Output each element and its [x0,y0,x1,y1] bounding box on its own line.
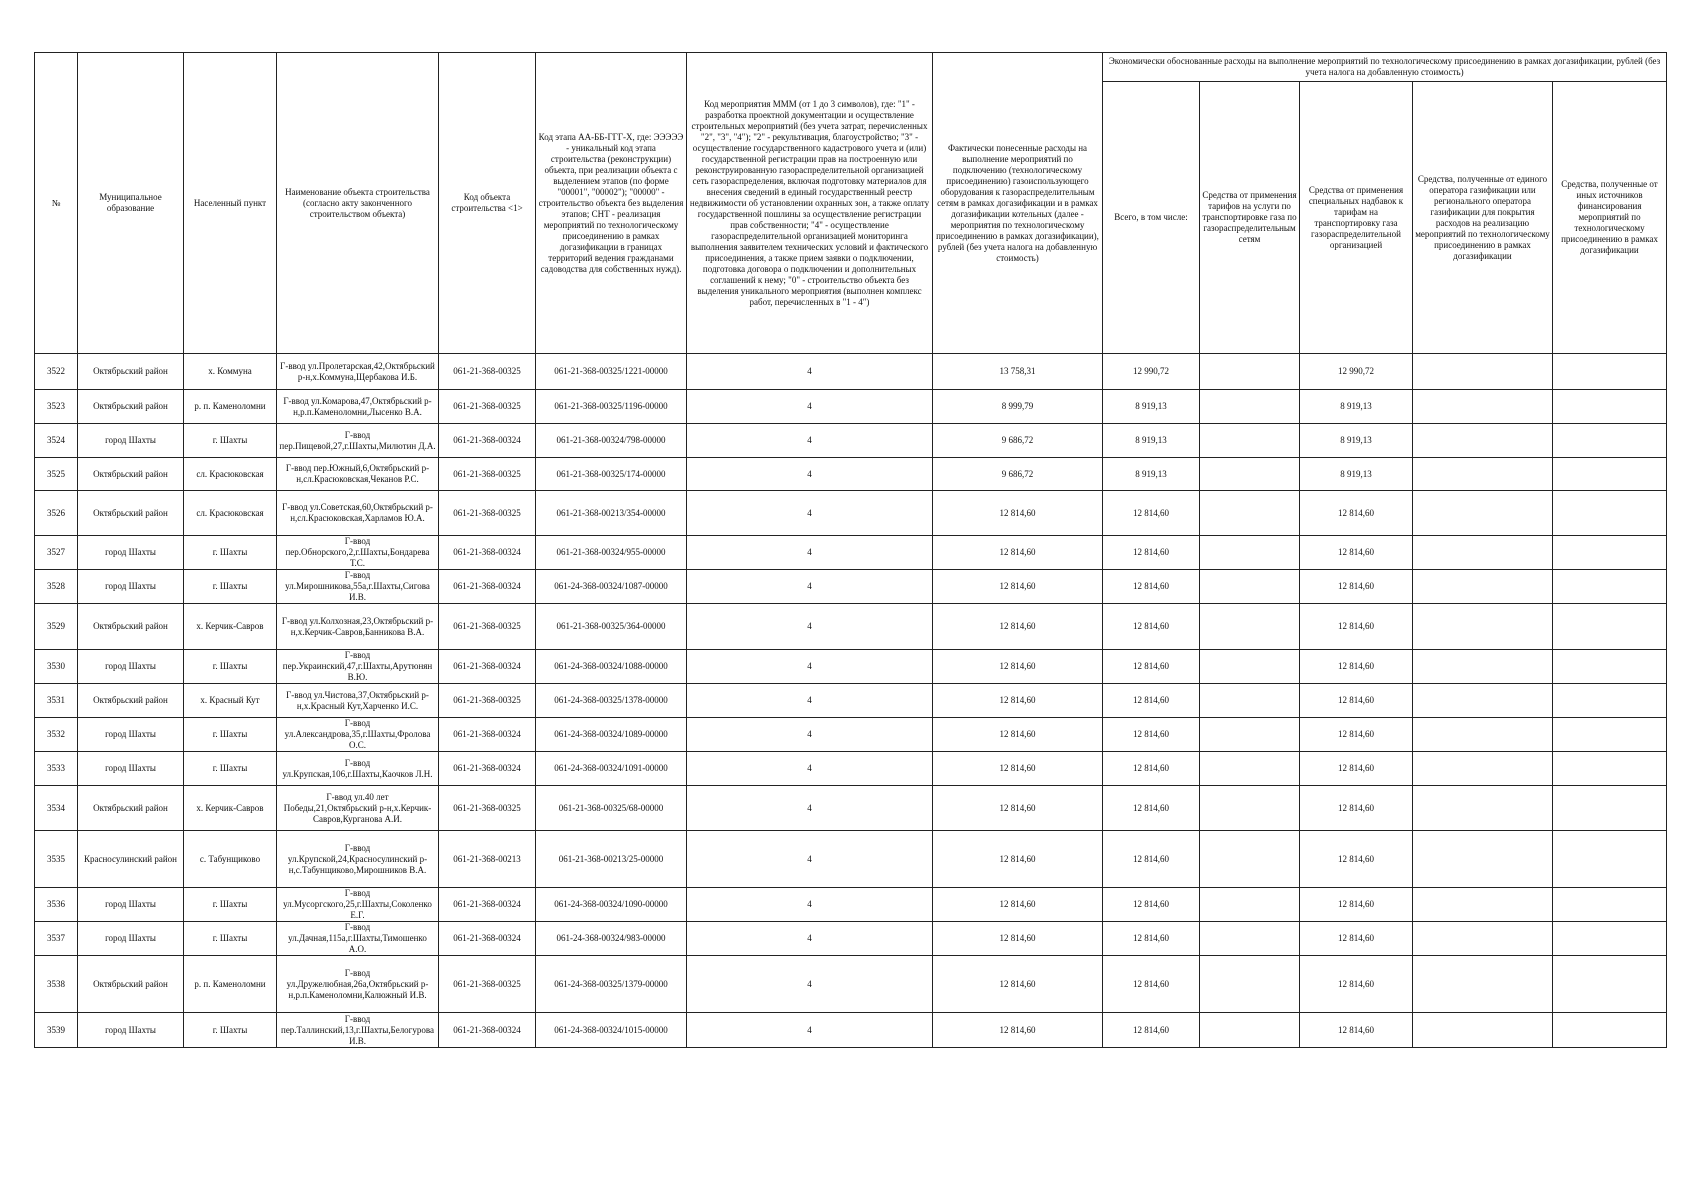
cell-operator [1413,650,1553,684]
cell-no: 3527 [35,536,78,570]
cell-tariff [1200,354,1300,390]
cell-other [1553,570,1667,604]
cell-settlement: р. п. Каменоломни [184,390,277,424]
cell-tariff [1200,1013,1300,1048]
cell-total: 12 814,60 [1103,570,1200,604]
cell-stage-code: 061-24-368-00324/1090-00000 [536,888,687,922]
cost-table [34,52,1667,1048]
cell-object-name: Г-ввод пер.Южный,6,Октябрьский р-н,сл.Красюковская,Чеканов Р.С. [277,458,439,491]
cell-other [1553,424,1667,458]
cell-stage-code: 061-21-368-00325/1221-00000 [536,354,687,390]
cell-municipality: город Шахты [78,888,184,922]
cell-stage-code: 061-24-368-00324/1088-00000 [536,650,687,684]
cell-stage-code: 061-24-368-00325/1379-00000 [536,956,687,1013]
cell-object-code: 061-21-368-00324 [439,1013,536,1048]
table-row [35,570,1667,604]
cell-no: 3529 [35,604,78,650]
cell-object-code: 061-21-368-00325 [439,458,536,491]
header-other: Средства, полученные от иных источников финансирования мероприятий по технологическому присоединению в рамках догазификации [1553,82,1667,354]
cell-actual-costs: 12 814,60 [933,888,1103,922]
cell-total: 12 814,60 [1103,888,1200,922]
cell-actual-costs: 12 814,60 [933,718,1103,752]
cell-no: 3537 [35,922,78,956]
cell-special: 12 814,60 [1300,1013,1413,1048]
cell-settlement: г. Шахты [184,536,277,570]
table-row [35,1013,1667,1048]
cell-total: 8 919,13 [1103,424,1200,458]
cell-tariff [1200,570,1300,604]
cell-operator [1413,922,1553,956]
table-row [35,831,1667,888]
header-special: Средства от применения специальных надбавок к тарифам на транспортировку газа газораспределительной организацией [1300,82,1413,354]
cell-stage-code: 061-21-368-00325/68-00000 [536,786,687,831]
cell-municipality: Октябрьский район [78,491,184,536]
cell-total: 12 814,60 [1103,922,1200,956]
cell-object-name: Г-ввод ул.Колхозная,23,Октябрьский р-н,х.Керчик-Савров,Банникова В.А. [277,604,439,650]
cell-actual-costs: 9 686,72 [933,424,1103,458]
cell-stage-code: 061-21-368-00324/798-00000 [536,424,687,458]
cell-operator [1413,684,1553,718]
cell-tariff [1200,831,1300,888]
cell-object-name: Г-ввод ул.Чистова,37,Октябрьский р-н,х.Красный Кут,Харченко И.С. [277,684,439,718]
cell-object-name: Г-ввод ул.Пролетарская,42,Октябрьский р-н,х.Коммуна,Щербакова И.Б. [277,354,439,390]
cell-municipality: город Шахты [78,536,184,570]
cell-object-name: Г-ввод ул.Мирошникова,55а,г.Шахты,Сигова И.В. [277,570,439,604]
cell-tariff [1200,888,1300,922]
cell-settlement: х. Коммуна [184,354,277,390]
cell-object-code: 061-21-368-00324 [439,536,536,570]
cell-no: 3526 [35,491,78,536]
cell-object-name: Г-ввод ул.Дружелюбная,26а,Октябрьский р-н,р.п.Каменоломни,Калюжный И.В. [277,956,439,1013]
cell-actual-costs: 12 814,60 [933,684,1103,718]
cell-total: 8 919,13 [1103,458,1200,491]
cell-stage-code: 061-21-368-00325/1196-00000 [536,390,687,424]
header-tariff: Средства от применения тарифов на услуги по транспортировке газа по газораспределительным сетям [1200,82,1300,354]
cell-actual-costs: 12 814,60 [933,604,1103,650]
cell-tariff [1200,922,1300,956]
table-row [35,424,1667,458]
cell-other [1553,604,1667,650]
table-row [35,491,1667,536]
cell-settlement: сл. Красюковская [184,491,277,536]
header-no: № [35,53,78,354]
cell-tariff [1200,390,1300,424]
cell-measure-code: 4 [687,650,933,684]
cell-special: 8 919,13 [1300,424,1413,458]
header-object-code: Код объекта строительства <1> [439,53,536,354]
cell-actual-costs: 13 758,31 [933,354,1103,390]
cell-object-code: 061-21-368-00213 [439,831,536,888]
cell-object-name: Г-ввод ул.Мусоргского,25,г.Шахты,Соколенко Е.Г. [277,888,439,922]
table-row [35,752,1667,786]
cell-settlement: г. Шахты [184,1013,277,1048]
cell-object-name: Г-ввод ул.Крупская,106,г.Шахты,Каочков Л.Н. [277,752,439,786]
table-row [35,956,1667,1013]
cell-object-name: Г-ввод пер.Обнорского,2,г.Шахты,Бондарева Т.С. [277,536,439,570]
cell-actual-costs: 12 814,60 [933,491,1103,536]
cell-no: 3531 [35,684,78,718]
cell-object-code: 061-21-368-00325 [439,491,536,536]
header-total: Всего, в том числе: [1103,82,1200,354]
cell-special: 12 814,60 [1300,922,1413,956]
cell-operator [1413,831,1553,888]
cell-actual-costs: 12 814,60 [933,831,1103,888]
cell-operator [1413,390,1553,424]
cell-measure-code: 4 [687,831,933,888]
cell-tariff [1200,752,1300,786]
cell-municipality: город Шахты [78,752,184,786]
cell-special: 12 814,60 [1300,536,1413,570]
cell-tariff [1200,536,1300,570]
cell-operator [1413,458,1553,491]
cell-stage-code: 061-21-368-00325/174-00000 [536,458,687,491]
cell-stage-code: 061-24-368-00324/1015-00000 [536,1013,687,1048]
cell-actual-costs: 12 814,60 [933,1013,1103,1048]
cell-settlement: г. Шахты [184,424,277,458]
cell-municipality: Октябрьский район [78,458,184,491]
cell-special: 12 814,60 [1300,888,1413,922]
table-row [35,604,1667,650]
cell-operator [1413,752,1553,786]
cell-object-code: 061-21-368-00324 [439,888,536,922]
cell-measure-code: 4 [687,604,933,650]
cell-actual-costs: 8 999,79 [933,390,1103,424]
table-header [35,53,1667,354]
cell-settlement: г. Шахты [184,718,277,752]
cell-other [1553,922,1667,956]
cell-tariff [1200,650,1300,684]
cell-measure-code: 4 [687,1013,933,1048]
cell-object-code: 061-21-368-00325 [439,956,536,1013]
header-object-name: Наименование объекта строительства (согласно акту законченного строительством объекта) [277,53,439,354]
cell-operator [1413,570,1553,604]
cell-stage-code: 061-24-368-00324/1087-00000 [536,570,687,604]
cell-total: 12 814,60 [1103,650,1200,684]
cell-tariff [1200,604,1300,650]
cell-object-code: 061-21-368-00325 [439,604,536,650]
header-stage-code: Код этапа АА-ББ-ГГГ-Х, где: ЭЭЭЭЭ - уникальный код этапа строительства (реконструкции) объекта, при реализации объекта с выделением этапов (по форме "00001", "00002"); "00000" - строительство объекта без выделения этапов; СНТ - реализация мероприятий по технологическому присоединению в рамках догазификации в границах территорий ведения гражданами садоводства для собственных нужд). [536,53,687,354]
cell-operator [1413,354,1553,390]
cell-special: 12 814,60 [1300,650,1413,684]
header-cost-group: Экономически обоснованные расходы на выполнение мероприятий по технологическому присоединению в рамках догазификации, рублей (без учета налога на добавленную стоимость) [1103,53,1667,82]
cell-municipality: Октябрьский район [78,390,184,424]
cell-other [1553,718,1667,752]
cell-object-code: 061-21-368-00324 [439,424,536,458]
cell-actual-costs: 12 814,60 [933,922,1103,956]
cell-municipality: Октябрьский район [78,604,184,650]
cell-municipality: Октябрьский район [78,786,184,831]
cell-tariff [1200,786,1300,831]
cell-total: 8 919,13 [1103,390,1200,424]
cell-other [1553,786,1667,831]
cell-settlement: г. Шахты [184,752,277,786]
cell-actual-costs: 12 814,60 [933,570,1103,604]
cell-total: 12 814,60 [1103,684,1200,718]
cell-other [1553,888,1667,922]
cell-measure-code: 4 [687,786,933,831]
cell-other [1553,354,1667,390]
cell-no: 3539 [35,1013,78,1048]
cell-object-code: 061-21-368-00324 [439,718,536,752]
cell-total: 12 814,60 [1103,786,1200,831]
cell-object-name: Г-ввод ул.Александрова,35,г.Шахты,Фролова О.С. [277,718,439,752]
cell-stage-code: 061-21-368-00213/25-00000 [536,831,687,888]
cell-no: 3538 [35,956,78,1013]
cell-operator [1413,888,1553,922]
cell-operator [1413,1013,1553,1048]
cell-municipality: город Шахты [78,1013,184,1048]
cell-operator [1413,491,1553,536]
cell-settlement: г. Шахты [184,888,277,922]
cell-special: 12 990,72 [1300,354,1413,390]
header-actual-costs: Фактически понесенные расходы на выполнение мероприятий по подключению (технологическому присоединению) газоиспользующего оборудования к газораспределительным сетям в рамках догазификации и в рамках догазификации котельных (далее - мероприятия по технологическому присоединению в рамках догазификации), рублей (без учета налога на добавленную стоимость) [933,53,1103,354]
cell-operator [1413,718,1553,752]
cell-total: 12 990,72 [1103,354,1200,390]
cell-no: 3532 [35,718,78,752]
cell-no: 3535 [35,831,78,888]
cell-stage-code: 061-24-368-00324/1089-00000 [536,718,687,752]
cell-total: 12 814,60 [1103,604,1200,650]
cell-measure-code: 4 [687,354,933,390]
cell-measure-code: 4 [687,922,933,956]
cell-settlement: г. Шахты [184,922,277,956]
cell-special: 12 814,60 [1300,604,1413,650]
cell-operator [1413,786,1553,831]
cell-actual-costs: 12 814,60 [933,956,1103,1013]
cell-stage-code: 061-24-368-00324/1091-00000 [536,752,687,786]
cell-tariff [1200,424,1300,458]
cell-object-code: 061-21-368-00325 [439,390,536,424]
cell-measure-code: 4 [687,956,933,1013]
cell-no: 3533 [35,752,78,786]
cell-stage-code: 061-24-368-00325/1378-00000 [536,684,687,718]
cell-other [1553,1013,1667,1048]
header-settlement: Населенный пункт [184,53,277,354]
cell-measure-code: 4 [687,684,933,718]
cell-object-code: 061-21-368-00324 [439,922,536,956]
cell-object-name: Г-ввод ул.Дачная,115а,г.Шахты,Тимошенко А.О. [277,922,439,956]
cell-measure-code: 4 [687,458,933,491]
cell-municipality: Октябрьский район [78,354,184,390]
cell-special: 12 814,60 [1300,786,1413,831]
cell-other [1553,536,1667,570]
cell-total: 12 814,60 [1103,491,1200,536]
cell-stage-code: 061-21-368-00324/955-00000 [536,536,687,570]
table-row [35,354,1667,390]
cell-tariff [1200,491,1300,536]
header-municipality: Муниципальное образование [78,53,184,354]
cell-stage-code: 061-21-368-00325/364-00000 [536,604,687,650]
cell-stage-code: 061-21-368-00213/354-00000 [536,491,687,536]
cell-no: 3523 [35,390,78,424]
cell-object-name: Г-ввод пер.Таллинский,13,г.Шахты,Белогурова И.В. [277,1013,439,1048]
cell-operator [1413,536,1553,570]
cell-total: 12 814,60 [1103,956,1200,1013]
cell-object-name: Г-ввод ул.40 лет Победы,21,Октябрьский р-н,х.Керчик-Савров,Курганова А.И. [277,786,439,831]
cell-special: 12 814,60 [1300,684,1413,718]
cell-settlement: х. Керчик-Савров [184,786,277,831]
cell-tariff [1200,458,1300,491]
cell-special: 8 919,13 [1300,390,1413,424]
cell-object-code: 061-21-368-00324 [439,752,536,786]
cell-municipality: город Шахты [78,922,184,956]
cell-measure-code: 4 [687,718,933,752]
cell-object-code: 061-21-368-00324 [439,650,536,684]
cell-measure-code: 4 [687,888,933,922]
cell-actual-costs: 12 814,60 [933,786,1103,831]
cell-no: 3525 [35,458,78,491]
table-row [35,922,1667,956]
cell-object-name: Г-ввод ул.Крупской,24,Красносулинский р-н,с.Табунщиково,Мирошников В.А. [277,831,439,888]
cell-special: 12 814,60 [1300,570,1413,604]
table-row [35,650,1667,684]
cell-object-name: Г-ввод пер.Пищевой,27,г.Шахты,Милютин Д.А. [277,424,439,458]
cell-no: 3536 [35,888,78,922]
cell-tariff [1200,684,1300,718]
cell-no: 3524 [35,424,78,458]
cell-other [1553,831,1667,888]
cell-settlement: г. Шахты [184,570,277,604]
cell-tariff [1200,956,1300,1013]
cell-municipality: город Шахты [78,650,184,684]
cell-measure-code: 4 [687,390,933,424]
cell-no: 3534 [35,786,78,831]
cell-object-name: Г-ввод пер.Украинский,47,г.Шахты,Арутюнян В.Ю. [277,650,439,684]
cell-special: 12 814,60 [1300,718,1413,752]
cell-stage-code: 061-24-368-00324/983-00000 [536,922,687,956]
header-operator: Средства, полученные от единого оператора газификации или регионального оператора газификации для покрытия расходов на реализацию мероприятий по технологическому присоединению в рамках догазификации [1413,82,1553,354]
cell-other [1553,650,1667,684]
cell-settlement: сл. Красюковская [184,458,277,491]
table-row [35,536,1667,570]
cell-actual-costs: 12 814,60 [933,752,1103,786]
cell-tariff [1200,718,1300,752]
cell-measure-code: 4 [687,570,933,604]
cell-actual-costs: 12 814,60 [933,650,1103,684]
cell-measure-code: 4 [687,491,933,536]
cell-measure-code: 4 [687,424,933,458]
table-row [35,888,1667,922]
cell-object-name: Г-ввод ул.Комарова,47,Октябрьский р-н,р.п.Каменоломни,Лысенко В.А. [277,390,439,424]
cell-settlement: с. Табунщиково [184,831,277,888]
cell-special: 12 814,60 [1300,752,1413,786]
cell-object-code: 061-21-368-00325 [439,786,536,831]
cell-municipality: Красносулинский район [78,831,184,888]
cell-municipality: город Шахты [78,570,184,604]
table-body [35,354,1667,1048]
cell-other [1553,684,1667,718]
cell-municipality: Октябрьский район [78,956,184,1013]
cell-municipality: Октябрьский район [78,684,184,718]
cell-operator [1413,956,1553,1013]
cell-object-name: Г-ввод ул.Советская,60,Октябрьский р-н,сл.Красюковская,Харламов Ю.А. [277,491,439,536]
cell-municipality: город Шахты [78,424,184,458]
cell-settlement: г. Шахты [184,650,277,684]
cell-special: 12 814,60 [1300,491,1413,536]
cell-no: 3528 [35,570,78,604]
table-row [35,786,1667,831]
cell-measure-code: 4 [687,536,933,570]
cell-no: 3522 [35,354,78,390]
cell-measure-code: 4 [687,752,933,786]
cell-settlement: х. Керчик-Савров [184,604,277,650]
cell-actual-costs: 9 686,72 [933,458,1103,491]
cell-settlement: р. п. Каменоломни [184,956,277,1013]
cell-total: 12 814,60 [1103,1013,1200,1048]
cell-total: 12 814,60 [1103,718,1200,752]
cell-municipality: город Шахты [78,718,184,752]
table-row [35,718,1667,752]
cell-special: 8 919,13 [1300,458,1413,491]
cell-operator [1413,604,1553,650]
cell-other [1553,752,1667,786]
header-measure-code: Код мероприятия МММ (от 1 до 3 символов), где: "1" - разработка проектной документации и осуществление строительных мероприятий (без учета затрат, перечисленных "2", "3", "4"); "2" - рекультивация, благоустройство; "3" - осуществление государственного кадастрового учета и (или) государственной регистрации прав на построенную или реконструированную газораспределительной организацией сеть газораспределения, включая подготовку материалов для внесения сведений в единый государственный реестр недвижимости об установлении охранных зон, а также оплату государственной пошлины за осуществление регистрации прав собственности; "4" - осуществление газораспределительной организацией мониторинга выполнения заявителем технических условий и фактического присоединения, а также прием заявки о подключении, подготовка договора о подключении и дополнительных соглашений к нему; "0" - строительство объекта без выделения уникального мероприятия (выполнен комплекс работ, перечисленных в "1 - 4") [687,53,933,354]
table-row [35,390,1667,424]
cell-other [1553,956,1667,1013]
cell-special: 12 814,60 [1300,956,1413,1013]
cell-other [1553,491,1667,536]
cell-object-code: 061-21-368-00325 [439,354,536,390]
cell-other [1553,458,1667,491]
cell-operator [1413,424,1553,458]
cell-total: 12 814,60 [1103,831,1200,888]
cell-special: 12 814,60 [1300,831,1413,888]
cell-no: 3530 [35,650,78,684]
table-row [35,458,1667,491]
cell-total: 12 814,60 [1103,536,1200,570]
table-row [35,684,1667,718]
cell-object-code: 061-21-368-00324 [439,570,536,604]
cell-actual-costs: 12 814,60 [933,536,1103,570]
cell-total: 12 814,60 [1103,752,1200,786]
cell-object-code: 061-21-368-00325 [439,684,536,718]
cell-other [1553,390,1667,424]
cell-settlement: х. Красный Кут [184,684,277,718]
